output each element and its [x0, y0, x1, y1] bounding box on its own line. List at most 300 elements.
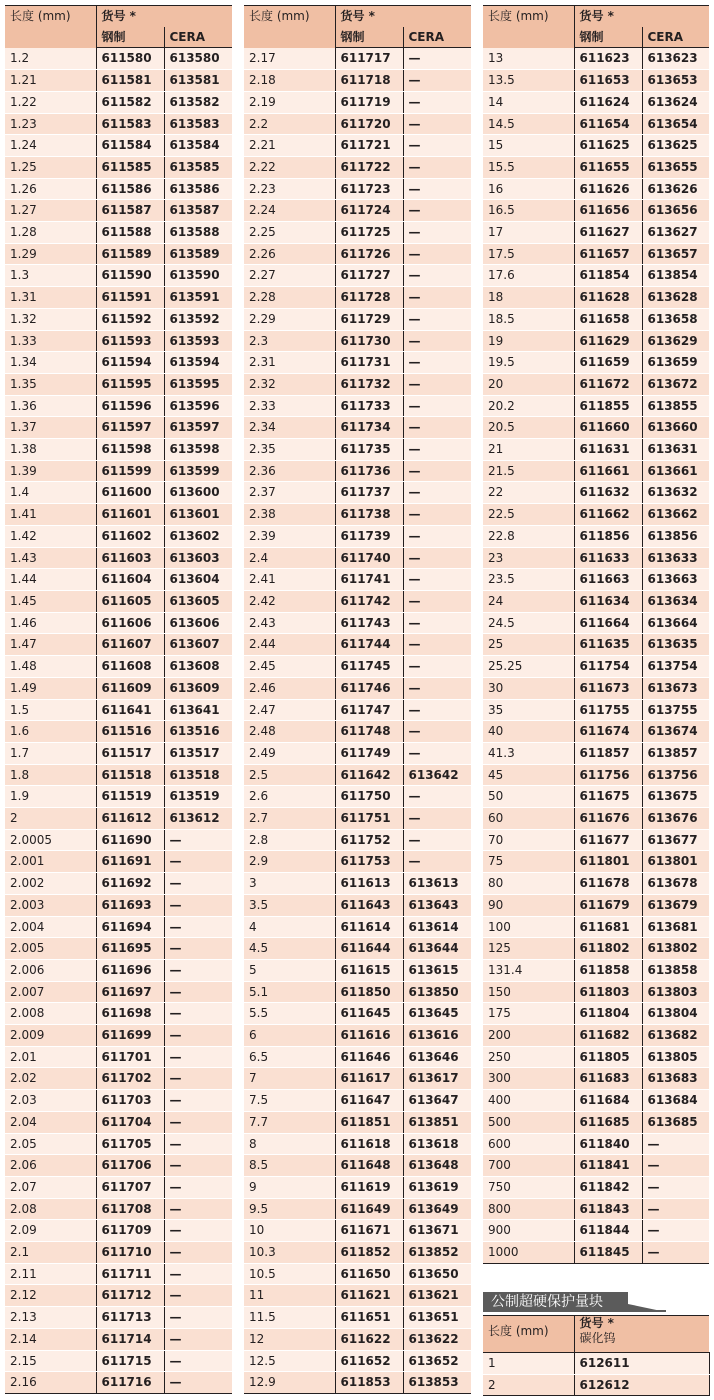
table-row [483, 308, 709, 330]
table-row [244, 569, 471, 591]
table-row [5, 1307, 232, 1329]
table-row [483, 330, 709, 352]
cera-part-no-cell: 613657 [642, 243, 709, 265]
cera-part-no-cell: 613622 [403, 1328, 471, 1350]
cera-part-no-cell: 613653 [642, 70, 709, 92]
table-row [483, 504, 709, 526]
cera-part-no-cell: — [403, 330, 471, 352]
table-row [5, 938, 232, 960]
cera-part-no-cell: — [403, 721, 471, 743]
cera-part-no-cell: — [403, 851, 471, 873]
cera-part-no-cell: 613598 [164, 439, 232, 461]
length-cell: 1.25 [5, 156, 96, 178]
table-row [244, 525, 471, 547]
table-row [244, 1133, 471, 1155]
steel-part-no-cell: 611726 [335, 243, 403, 265]
length-cell: 2.27 [244, 265, 335, 287]
cera-part-no-cell: — [164, 1198, 232, 1220]
length-cell: 10.3 [244, 1242, 335, 1264]
cera-part-no-cell: — [164, 1220, 232, 1242]
cera-part-no-cell: — [164, 1155, 232, 1177]
table-row [244, 959, 471, 981]
length-cell: 5.5 [244, 1003, 335, 1025]
cera-part-no-cell: — [164, 1285, 232, 1307]
table-row [5, 287, 232, 309]
table-row [483, 222, 709, 244]
length-cell: 2.0005 [5, 829, 96, 851]
length-cell: 15 [483, 135, 574, 157]
length-cell: 1.8 [5, 764, 96, 786]
steel-part-no-cell: 611627 [574, 222, 642, 244]
cera-part-no-cell: — [403, 829, 471, 851]
length-cell: 19 [483, 330, 574, 352]
cera-part-no-cell: 613615 [403, 959, 471, 981]
table-row [244, 178, 471, 200]
table-row [5, 395, 232, 417]
cera-part-no-cell: — [403, 482, 471, 504]
steel-part-no-cell: 611801 [574, 851, 642, 873]
cera-part-no-cell: 613658 [642, 308, 709, 330]
table-row [483, 1025, 709, 1047]
length-cell: 2.1 [5, 1242, 96, 1264]
length-cell: 10 [244, 1220, 335, 1242]
length-cell: 2.08 [5, 1198, 96, 1220]
steel-part-no-cell: 611655 [574, 156, 642, 178]
cera-part-no-cell: 613593 [164, 330, 232, 352]
cera-part-no-cell: — [164, 981, 232, 1003]
cera-part-no-cell: — [403, 808, 471, 830]
length-cell: 2.15 [5, 1350, 96, 1372]
steel-part-no-cell: 611651 [335, 1307, 403, 1329]
table-row [5, 156, 232, 178]
steel-part-no-cell: 611597 [96, 417, 164, 439]
cera-part-no-cell: 613582 [164, 91, 232, 113]
table-row [5, 308, 232, 330]
cera-part-no-cell: 613684 [642, 1090, 709, 1112]
length-cell: 1.22 [5, 91, 96, 113]
cera-part-no-cell: — [403, 287, 471, 309]
length-cell: 18 [483, 287, 574, 309]
table-row [483, 460, 709, 482]
cera-part-no-cell: — [164, 1068, 232, 1090]
steel-part-no-cell: 611745 [335, 656, 403, 678]
steel-part-no-cell: 611751 [335, 808, 403, 830]
length-cell: 2.49 [244, 742, 335, 764]
table-row [244, 135, 471, 157]
length-cell: 125 [483, 938, 574, 960]
table-row [5, 721, 232, 743]
steel-part-no-cell: 611857 [574, 742, 642, 764]
length-cell: 2.46 [244, 677, 335, 699]
steel-part-no-cell: 611587 [96, 200, 164, 222]
steel-part-no-cell: 611661 [574, 460, 642, 482]
steel-part-no-cell: 611739 [335, 525, 403, 547]
table-row [244, 808, 471, 830]
table-row [5, 547, 232, 569]
steel-part-no-cell: 611664 [574, 612, 642, 634]
cera-part-no-cell: 613619 [403, 1176, 471, 1198]
cera-part-no-cell: 613685 [642, 1111, 709, 1133]
length-cell: 41.3 [483, 742, 574, 764]
length-cell: 2.13 [5, 1307, 96, 1329]
table-row [244, 308, 471, 330]
steel-part-no-cell: 611650 [335, 1263, 403, 1285]
steel-part-no-cell: 611590 [96, 265, 164, 287]
steel-part-no-cell: 611703 [96, 1090, 164, 1112]
length-cell: 200 [483, 1025, 574, 1047]
steel-part-no-cell: 611713 [96, 1307, 164, 1329]
table-row [244, 1263, 471, 1285]
steel-part-no-cell: 611619 [335, 1176, 403, 1198]
table-row [483, 113, 709, 135]
carbide-gauge-block-table [483, 1315, 710, 1396]
table-row [244, 981, 471, 1003]
length-cell: 2.19 [244, 91, 335, 113]
table-row [5, 1003, 232, 1025]
table-row [244, 91, 471, 113]
table-row [5, 330, 232, 352]
cera-part-no-cell: 613682 [642, 1025, 709, 1047]
length-cell: 16 [483, 178, 574, 200]
cera-part-no-cell: — [403, 200, 471, 222]
length-cell: 900 [483, 1220, 574, 1242]
cera-header: CERA [642, 27, 709, 48]
steel-part-no-cell: 611676 [574, 808, 642, 830]
length-cell: 2.25 [244, 222, 335, 244]
length-cell: 4 [244, 916, 335, 938]
table-row [244, 742, 471, 764]
cera-part-no-cell: 613585 [164, 156, 232, 178]
cera-part-no-cell: — [642, 1133, 709, 1155]
cera-part-no-cell: 613631 [642, 439, 709, 461]
cera-part-no-cell: — [403, 265, 471, 287]
length-cell: 1.26 [5, 178, 96, 200]
cera-part-no-cell: — [164, 1372, 232, 1394]
carbide-part-no-cell: 612611 [574, 1353, 709, 1375]
cera-part-no-cell: 613609 [164, 677, 232, 699]
cera-part-no-cell: — [403, 590, 471, 612]
length-cell: 20.2 [483, 395, 574, 417]
table-row [5, 677, 232, 699]
steel-part-no-cell: 611805 [574, 1046, 642, 1068]
steel-part-no-cell: 611705 [96, 1133, 164, 1155]
cera-part-no-cell: — [403, 48, 471, 70]
table-row [483, 287, 709, 309]
length-cell: 2.8 [244, 829, 335, 851]
carbide-label: 碳化钨 [579, 1331, 616, 1345]
table-row [483, 439, 709, 461]
length-cell: 1.33 [5, 330, 96, 352]
steel-part-no-cell: 611719 [335, 91, 403, 113]
cera-part-no-cell: 613519 [164, 786, 232, 808]
cera-part-no-cell: — [642, 1198, 709, 1220]
length-cell: 2.36 [244, 460, 335, 482]
cera-part-no-cell: — [164, 1242, 232, 1264]
table-row [244, 1046, 471, 1068]
table-row [5, 634, 232, 656]
table-row [5, 916, 232, 938]
steel-part-no-cell: 611740 [335, 547, 403, 569]
length-cell: 2.002 [5, 873, 96, 895]
steel-part-no-cell: 611842 [574, 1176, 642, 1198]
cera-part-no-cell: 613683 [642, 1068, 709, 1090]
cera-part-no-cell: — [164, 1090, 232, 1112]
cera-part-no-cell: — [164, 959, 232, 981]
cera-part-no-cell: — [164, 1350, 232, 1372]
length-cell: 12 [244, 1328, 335, 1350]
length-cell: 6.5 [244, 1046, 335, 1068]
length-cell: 2.006 [5, 959, 96, 981]
cera-part-no-cell: 613672 [642, 373, 709, 395]
table-row [5, 91, 232, 113]
cera-part-no-cell: 613663 [642, 569, 709, 591]
length-cell: 1.5 [5, 699, 96, 721]
steel-part-no-cell: 611685 [574, 1111, 642, 1133]
table-row [483, 1068, 709, 1090]
cera-part-no-cell: 613801 [642, 851, 709, 873]
cera-part-no-cell: — [164, 1307, 232, 1329]
table-row [5, 786, 232, 808]
cera-part-no-cell: — [164, 1111, 232, 1133]
cera-part-no-cell: 613755 [642, 699, 709, 721]
length-cell: 22.5 [483, 504, 574, 526]
steel-part-no-cell: 611517 [96, 742, 164, 764]
length-cell: 2.38 [244, 504, 335, 526]
table-row [244, 504, 471, 526]
table-row [244, 417, 471, 439]
cera-part-no-cell: 613681 [642, 916, 709, 938]
gauge-block-table-2 [244, 5, 471, 1394]
cera-part-no-cell: — [403, 373, 471, 395]
length-cell: 13 [483, 48, 574, 70]
steel-part-no-cell: 611623 [574, 48, 642, 70]
steel-part-no-cell: 611750 [335, 786, 403, 808]
steel-part-no-cell: 611519 [96, 786, 164, 808]
table-row [5, 460, 232, 482]
steel-part-no-cell: 611728 [335, 287, 403, 309]
steel-part-no-cell: 611672 [574, 373, 642, 395]
length-cell: 2.28 [244, 287, 335, 309]
cera-part-no-cell: 613618 [403, 1133, 471, 1155]
table-row [244, 1307, 471, 1329]
cera-part-no-cell: 613600 [164, 482, 232, 504]
steel-part-no-cell: 611735 [335, 439, 403, 461]
length-cell: 800 [483, 1198, 574, 1220]
length-cell: 1.41 [5, 504, 96, 526]
cera-part-no-cell: 613633 [642, 547, 709, 569]
length-cell: 19.5 [483, 352, 574, 374]
cera-part-no-cell: 613642 [403, 764, 471, 786]
table-row [483, 1003, 709, 1025]
cera-part-no-cell: 613855 [642, 395, 709, 417]
steel-part-no-cell: 611727 [335, 265, 403, 287]
steel-part-no-cell: 611654 [574, 113, 642, 135]
cera-part-no-cell: 613589 [164, 243, 232, 265]
steel-part-no-cell: 611746 [335, 677, 403, 699]
length-cell: 1.48 [5, 656, 96, 678]
table-row [483, 569, 709, 591]
cera-part-no-cell: — [403, 699, 471, 721]
cera-part-no-cell: 613629 [642, 330, 709, 352]
cera-part-no-cell: 613857 [642, 742, 709, 764]
length-cell: 1 [483, 1353, 574, 1375]
steel-part-no-cell: 611593 [96, 330, 164, 352]
steel-part-no-cell: 611604 [96, 569, 164, 591]
table-row [5, 1350, 232, 1372]
cera-part-no-cell: 613756 [642, 764, 709, 786]
length-cell: 2.11 [5, 1263, 96, 1285]
steel-part-no-cell: 611741 [335, 569, 403, 591]
cera-part-no-cell: — [164, 916, 232, 938]
cera-part-no-cell: 613587 [164, 200, 232, 222]
length-cell: 12.5 [244, 1350, 335, 1372]
steel-part-no-cell: 611645 [335, 1003, 403, 1025]
table-row [244, 1111, 471, 1133]
cera-part-no-cell: 613655 [642, 156, 709, 178]
length-cell: 6 [244, 1025, 335, 1047]
table-row [5, 373, 232, 395]
table-row [5, 590, 232, 612]
steel-part-no-cell: 611646 [335, 1046, 403, 1068]
table-row [244, 1372, 471, 1394]
cera-part-no-cell: 613602 [164, 525, 232, 547]
length-cell: 45 [483, 764, 574, 786]
table-row [5, 1372, 232, 1394]
steel-part-no-cell: 611652 [335, 1350, 403, 1372]
length-cell: 2.4 [244, 547, 335, 569]
steel-part-no-cell: 611753 [335, 851, 403, 873]
steel-part-no-cell: 611677 [574, 829, 642, 851]
cera-part-no-cell: 613606 [164, 612, 232, 634]
table-row [244, 1068, 471, 1090]
cera-part-no-cell: 613580 [164, 48, 232, 70]
cera-part-no-cell: — [164, 1176, 232, 1198]
steel-part-no-cell: 611584 [96, 135, 164, 157]
length-cell: 2 [5, 808, 96, 830]
steel-part-no-cell: 611596 [96, 395, 164, 417]
length-cell: 2.42 [244, 590, 335, 612]
table-row [5, 656, 232, 678]
table-row [244, 1025, 471, 1047]
length-cell: 14 [483, 91, 574, 113]
steel-part-no-cell: 611633 [574, 547, 642, 569]
length-cell: 500 [483, 1111, 574, 1133]
steel-part-no-cell: 611656 [574, 200, 642, 222]
length-cell: 4.5 [244, 938, 335, 960]
steel-part-no-cell: 611631 [574, 439, 642, 461]
steel-part-no-cell: 611803 [574, 981, 642, 1003]
length-cell: 2.001 [5, 851, 96, 873]
length-cell: 150 [483, 981, 574, 1003]
length-cell: 2.7 [244, 808, 335, 830]
cera-part-no-cell: — [164, 1025, 232, 1047]
length-cell: 1.28 [5, 222, 96, 244]
table-row [5, 70, 232, 92]
cera-part-no-cell: 613588 [164, 222, 232, 244]
cera-part-no-cell: 613856 [642, 525, 709, 547]
cera-part-no-cell: 613754 [642, 656, 709, 678]
cera-part-no-cell: — [164, 1328, 232, 1350]
table-row [5, 1198, 232, 1220]
length-cell: 1.3 [5, 265, 96, 287]
length-cell: 17.5 [483, 243, 574, 265]
steel-part-no-cell: 611722 [335, 156, 403, 178]
steel-part-no-cell: 611732 [335, 373, 403, 395]
length-cell: 600 [483, 1133, 574, 1155]
steel-part-no-cell: 611516 [96, 721, 164, 743]
steel-part-no-cell: 611853 [335, 1372, 403, 1394]
steel-part-no-cell: 611720 [335, 113, 403, 135]
length-cell: 2 [483, 1374, 574, 1396]
cera-part-no-cell: 613605 [164, 590, 232, 612]
table-row [5, 612, 232, 634]
steel-part-no-cell: 611841 [574, 1155, 642, 1177]
cera-part-no-cell: — [403, 91, 471, 113]
steel-part-no-cell: 611589 [96, 243, 164, 265]
cera-part-no-cell: 613604 [164, 569, 232, 591]
length-cell: 1.2 [5, 48, 96, 70]
table-row [244, 764, 471, 786]
steel-part-no-cell: 611696 [96, 959, 164, 981]
table-row [244, 1003, 471, 1025]
length-cell: 2.04 [5, 1111, 96, 1133]
length-cell: 1.21 [5, 70, 96, 92]
steel-part-no-cell: 611737 [335, 482, 403, 504]
table-row [483, 1353, 709, 1375]
table-row [244, 243, 471, 265]
cera-part-no-cell: — [403, 504, 471, 526]
table-row [5, 1068, 232, 1090]
table-row [483, 742, 709, 764]
length-cell: 2.12 [5, 1285, 96, 1307]
table-row [483, 48, 709, 70]
steel-part-no-cell: 611660 [574, 417, 642, 439]
steel-part-no-cell: 611612 [96, 808, 164, 830]
cera-part-no-cell: 613802 [642, 938, 709, 960]
length-cell: 2.33 [244, 395, 335, 417]
length-cell: 700 [483, 1155, 574, 1177]
length-cell: 2.16 [5, 1372, 96, 1394]
steel-part-no-cell: 611754 [574, 656, 642, 678]
table-row [483, 851, 709, 873]
steel-part-no-cell: 611602 [96, 525, 164, 547]
length-cell: 2.09 [5, 1220, 96, 1242]
steel-part-no-cell: 611736 [335, 460, 403, 482]
length-cell: 24.5 [483, 612, 574, 634]
table-row [483, 894, 709, 916]
length-cell: 2.3 [244, 330, 335, 352]
table-row [5, 1220, 232, 1242]
table-row [483, 91, 709, 113]
steel-part-no-cell: 611742 [335, 590, 403, 612]
steel-part-no-cell: 611675 [574, 786, 642, 808]
length-cell: 2.43 [244, 612, 335, 634]
steel-part-no-cell: 611725 [335, 222, 403, 244]
steel-part-no-cell: 611605 [96, 590, 164, 612]
length-cell: 5.1 [244, 981, 335, 1003]
table-row [483, 1198, 709, 1220]
length-cell: 75 [483, 851, 574, 873]
table-row [5, 352, 232, 374]
steel-part-no-cell: 611594 [96, 352, 164, 374]
steel-part-no-cell: 611698 [96, 1003, 164, 1025]
table-row [244, 721, 471, 743]
length-cell: 8.5 [244, 1155, 335, 1177]
steel-part-no-cell: 611683 [574, 1068, 642, 1090]
table-row [5, 482, 232, 504]
length-cell: 2.24 [244, 200, 335, 222]
cera-part-no-cell: 613678 [642, 873, 709, 895]
